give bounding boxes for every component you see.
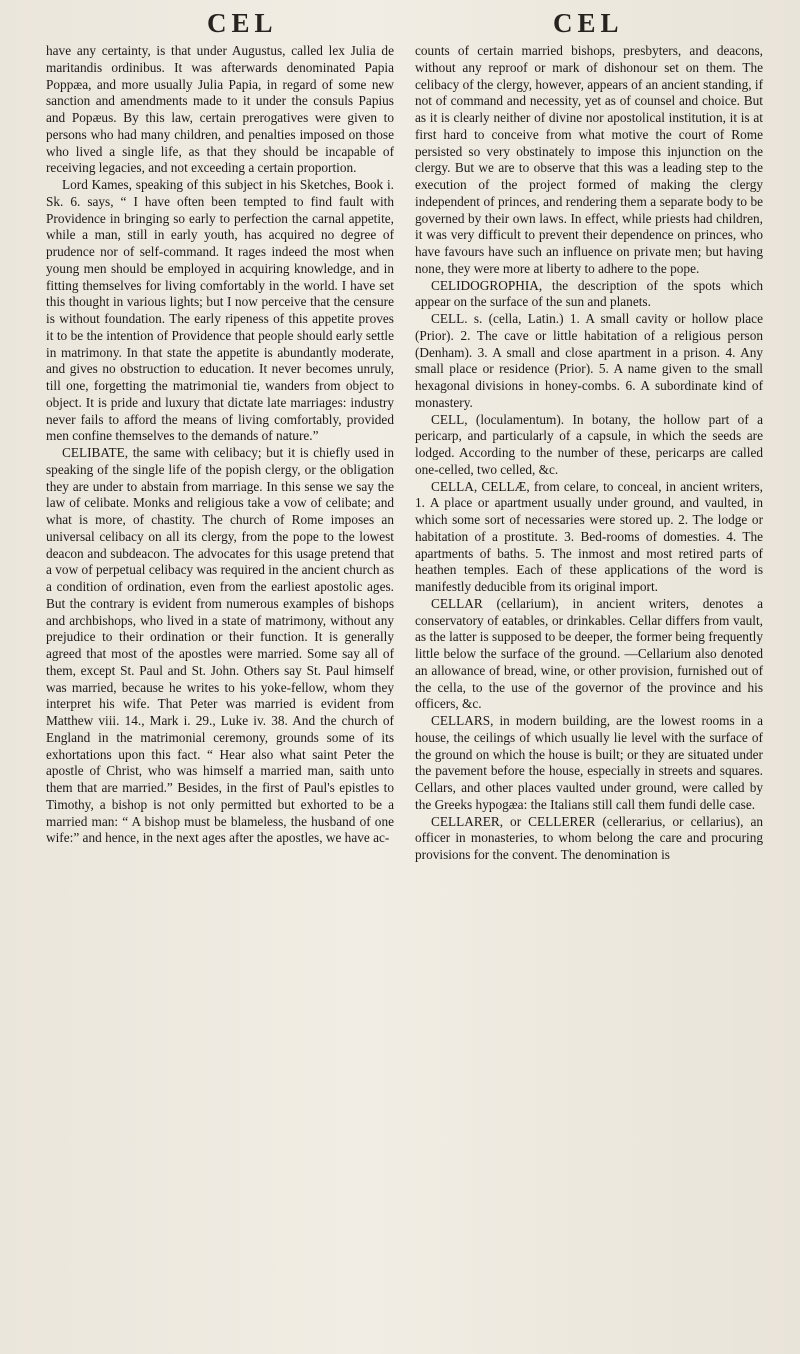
entry-cella: CELLA, CELLÆ, from celare, to conceal, in ancient writers, 1. A place or apartment usually under ground, and vaulted, in which some sort of necessaries were stored up. 2. The lodge or habitation of a prostitute. 3. Bed-rooms of domesties. 4. The apartments of baths. 5. The inmost and most retired parts of heathen temples. Each of these applications of the word is manifestly deducible from its original import. — [415, 478, 763, 594]
running-head-right: CEL — [553, 8, 624, 38]
entry-celidogrophia: CELIDOGROPHIA, the description of the spots which appear on the surface of the sun and planets. — [415, 277, 763, 310]
entry-cellars: CELLARS, in modern building, are the lowest rooms in a house, the ceilings of which usually lie level with the surface of the ground on which the house is built; or they are situated under the pavement before the house, especially in streets and squares. Cellars, and other places vaulted under ground, were called by the Greeks hypogæa: the Italians still call them fundi delle case. — [415, 713, 763, 812]
entry-cellarer: CELLARER, or CELLERER (cellerarius, or cellarius), an officer in monasteries, to whom belong the care and procuring provisions for the convent. The denomination is — [415, 813, 763, 862]
right-column — [415, 43, 763, 864]
entry-cellar: CELLAR (cellarium), in ancient writers, denotes a conservatory of eatables, or drinkables. Cellar differs from vault, as the latter is supposed to be deeper, the former being frequently little below the surface of the ground. —Cellarium also denoted an allowance of bread, wine, or other provision, furnished out of the cella, to the use of the governor of the province and his officers, &c. — [415, 595, 763, 712]
entry-cell-botany: CELL, (loculamentum). In botany, the hollow part of a pericarp, and particularly of a capsule, in which the seeds are lodged. According to the number of these, pericarps are called one-celled, two celled, &c. — [415, 411, 763, 477]
paragraph-celibacy-continued: counts of certain married bishops, presbyters, and deacons, without any reproof or mark of dishonour set on them. The celibacy of the clergy, however, appears of an ancient standing, if not of command and necessity, yet as of counsel and choice. But as it is clearly neither of divine nor apostolical institution, it is at first hard to conceive from what motive the court of Rome persisted so very obstinately to impose this injunction on the clergy. But we are to observe that this was a leading step to the execution of the project formed of making the clergy independent of princes, and rendering them a separate body to be governed by their own laws. In effect, while priests had children, it was very difficult to prevent their dependence on princes, who have favours have such an influence on private men; but having none, they were more at liberty to adhere to the pope. — [415, 43, 763, 276]
entry-cell: CELL. s. (cella, Latin.) 1. A small cavity or hollow place (Prior). 2. The cave or little habitation of a religious person (Denham). 3. A small and close apartment in a prison. 4. Any small place or residence (Prior). 5. A name given to the small hexagonal divisions in honey-combs. 6. A subordinate kind of monastery. — [415, 311, 763, 410]
paragraph-lex-julia-continued: have any certainty, is that under Augustus, called lex Julia de maritandis ordinibus. It was afterwards denominated Papia Poppæa, and more usually Julia Papia, in regard of some new sanction and amendments made to it under the consuls Papius and Popæus. By this law, certain prerogatives were given to persons who had many children, and penalties imposed on those who lived a single life, as that they should be incapable of receiving legacies, and not exceeding a certain proportion. — [46, 43, 394, 176]
entry-celibate: CELIBATE, the same with celibacy; but it is chiefly used in speaking of the single life of the popish clergy, or the obligation they are under to abstain from marriage. In this sense we say the law of celibate. Monks and religious take a vow of celibate; and what is more, of chastity. The church of Rome imposes an universal celibacy on all its clergy, from the pope to the lowest deacon and subdeacon. The advocates for this usage pretend that a vow of perpetual celibacy was required in the ancient church as a condition of ordination, even from the earliest apostolic ages. But the contrary is evident from numerous examples of bishops and archbishops, who lived in a state of matrimony, without any prejudice to their ordination or their function. It is generally agreed that most of the apostles were married. Some say all of them, except St. Paul and St. John. Others say St. Paul himself was married, because he writes to his yoke-fellow, whom they interpret his wife. That Peter was married is evident from Matthew viii. 14., Mark i. 29., Luke iv. 38. And the church of England in the matrimonial ceremony, grounds some of its exhortations upon this fact. “ Hear also what saint Peter the apostle of Christ, who was himself a married man, saith unto them that are married.” Besides, in the first of Paul's epistles to Timothy, a bishop is not only permitted but exhorted to be a married man: “ A bishop must be blameless, the husband of one wife:” and hence, in the next ages after the apostles, we have ac- — [46, 445, 394, 846]
paragraph-lord-kames: Lord Kames, speaking of this subject in his Sketches, Book i. Sk. 6. says, “ I have often been tempted to find fault with Providence in bringing so early to perfection the carnal appetite, while a man, still in early youth, has acquired no degree of prudence nor of self-command. It rages indeed the most when young men should be employed in acquiring knowledge, and in fitting themselves for living comfortably in the world. I have set this thought in various lights; but I now perceive that the censure is without foundation. The early ripeness of this appetite proves it to be the intention of Providence that people should early settle in matrimony. In that state the appetite is abundantly moderate, and gives no obstruction to education. It never becomes unruly, till one, forgetting the matrimonial tie, wanders from object to object. It is pride and luxury that dictate late marriages: industry never fails to afford the means of living comfortably, provided men confine themselves to the demands of nature.” — [46, 177, 394, 444]
running-head-left: CEL — [207, 8, 278, 38]
left-column — [46, 43, 394, 847]
